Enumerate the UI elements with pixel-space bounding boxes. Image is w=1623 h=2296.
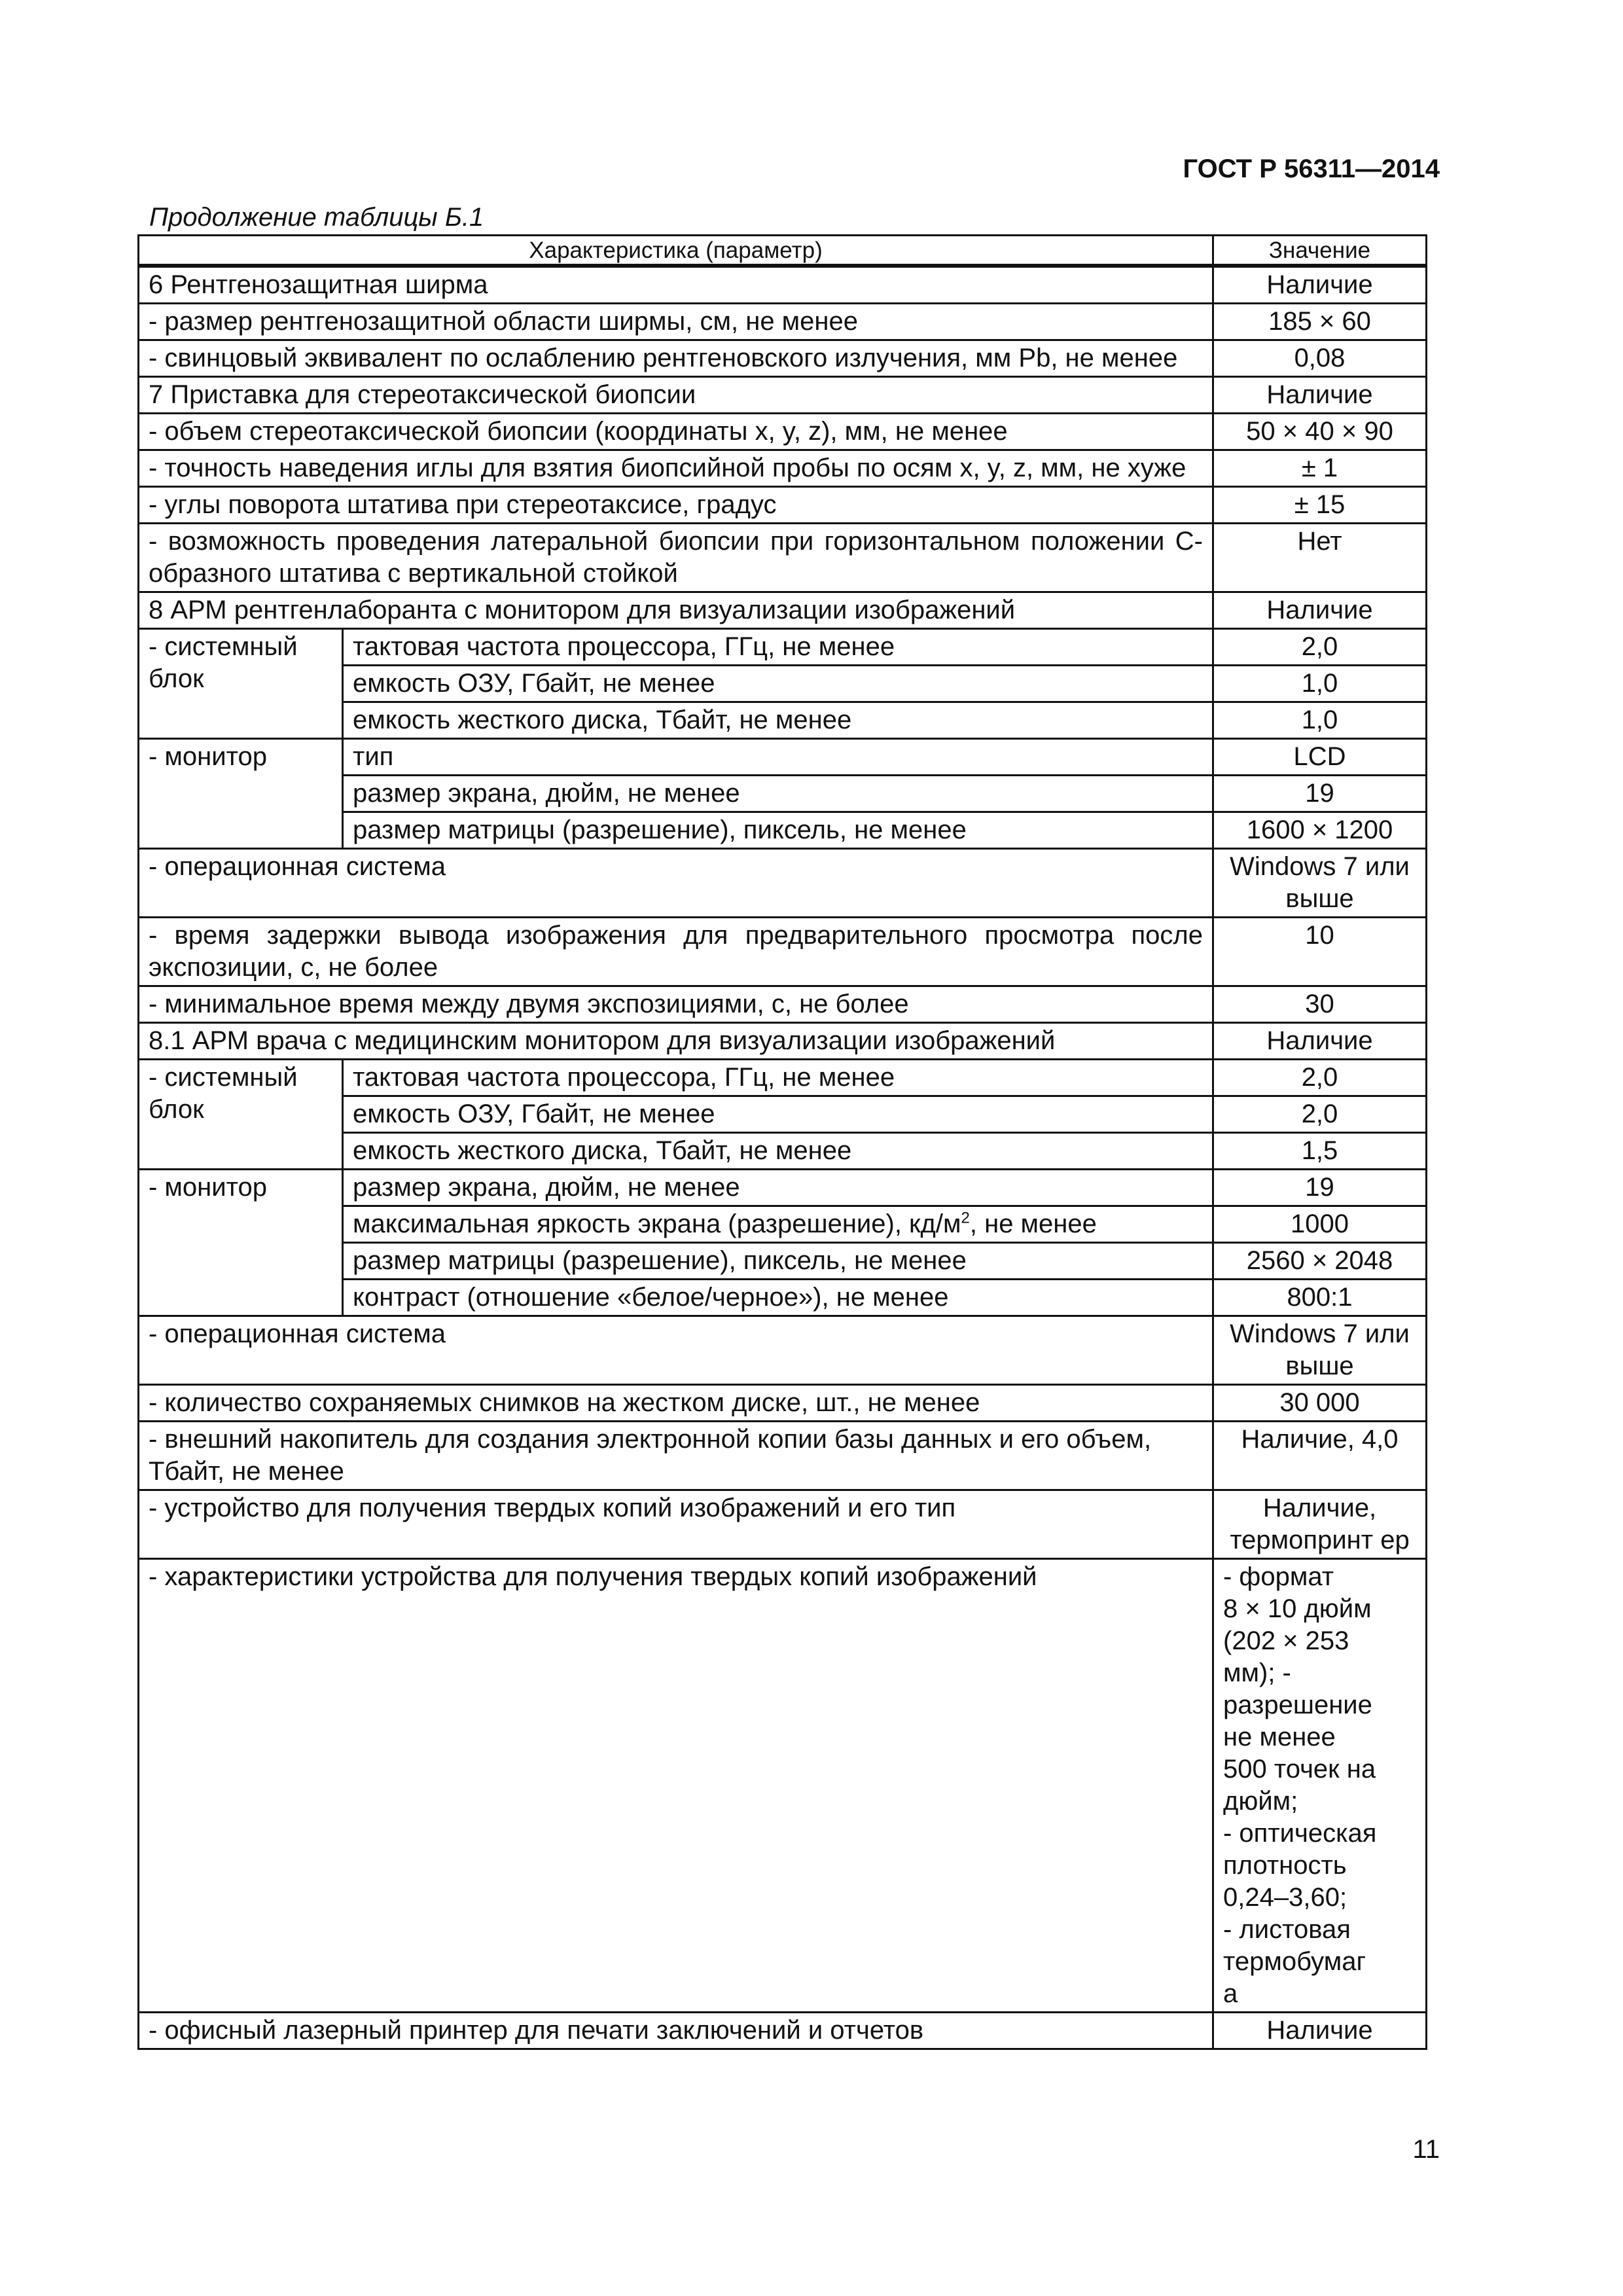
row-value xyxy=(1213,1559,1427,2013)
row-value: 2,0 xyxy=(1213,1060,1427,1096)
row-name: контраст (отношение «белое/черное»), не менее xyxy=(343,1280,1213,1316)
value-line: (202 × 253 xyxy=(1223,1626,1349,1655)
table-row xyxy=(139,1060,1427,1096)
table-row xyxy=(139,849,1427,918)
table-row xyxy=(139,304,1427,340)
value-line: термобумаг xyxy=(1223,1947,1366,1976)
row-name: - углы поворота штатива при стереотаксисе, градус xyxy=(139,487,1213,524)
header-characteristic: Характеристика (параметр) xyxy=(139,236,1213,266)
row-name-part: , не менее xyxy=(969,1210,1097,1238)
row-name: тактовая частота процессора, ГГц, не менее xyxy=(343,629,1213,666)
row-value: Windows 7 или выше xyxy=(1213,1316,1427,1385)
table-row xyxy=(139,414,1427,450)
superscript: 2 xyxy=(961,1209,970,1227)
row-value: 0,08 xyxy=(1213,340,1427,377)
table-row xyxy=(139,1490,1427,1559)
table-row xyxy=(139,487,1427,524)
row-name: - минимальное время между двумя экспозициями, с, не более xyxy=(139,986,1213,1023)
table-row xyxy=(139,524,1427,592)
row-value: 185 × 60 xyxy=(1213,304,1427,340)
standard-id: ГОСТ Р 56311—2014 xyxy=(1183,154,1440,183)
row-name: - операционная система xyxy=(139,1316,1213,1385)
table-row xyxy=(139,450,1427,487)
group-label-system-unit: - системный блок xyxy=(139,1060,343,1170)
table-row xyxy=(139,592,1427,629)
row-value: Наличие xyxy=(1213,377,1427,414)
row-name: размер экрана, дюйм, не менее xyxy=(343,776,1213,812)
row-name: тактовая частота процессора, ГГц, не менее xyxy=(343,1060,1213,1096)
row-value: 19 xyxy=(1213,776,1427,812)
value-line: 0,24–3,60; xyxy=(1223,1883,1347,1912)
row-value: 19 xyxy=(1213,1170,1427,1206)
row-name: - устройство для получения твердых копий изображений и его тип xyxy=(139,1490,1213,1559)
row-value: 800:1 xyxy=(1213,1280,1427,1316)
value-line: 500 точек на xyxy=(1223,1755,1376,1784)
value-line: мм); - xyxy=(1223,1659,1291,1687)
table-header-row xyxy=(139,236,1427,266)
row-name: 8.1 АРМ врача с медицинским монитором для визуализации изображений xyxy=(139,1023,1213,1060)
value-line: 8 × 10 дюйм xyxy=(1223,1594,1372,1623)
row-name: размер матрицы (разрешение), пиксель, не менее xyxy=(343,812,1213,849)
table-caption: Продолжение таблицы Б.1 xyxy=(149,203,484,232)
header-value: Значение xyxy=(1213,236,1427,266)
row-name: - свинцовый эквивалент по ослаблению рентгеновского излучения, мм Pb, не менее xyxy=(139,340,1213,377)
row-name: емкость ОЗУ, Гбайт, не менее xyxy=(343,1096,1213,1133)
row-name: размер экрана, дюйм, не менее xyxy=(343,1170,1213,1206)
row-value: 1,5 xyxy=(1213,1133,1427,1170)
table-row xyxy=(139,1170,1427,1206)
row-name: - внешний накопитель для создания электронной копии базы данных и его объем, Тбайт, не менее xyxy=(139,1422,1213,1490)
row-name: размер матрицы (разрешение), пиксель, не менее xyxy=(343,1243,1213,1280)
value-line: - формат xyxy=(1223,1562,1334,1591)
row-value: 50 × 40 × 90 xyxy=(1213,414,1427,450)
row-name: - офисный лазерный принтер для печати заключений и отчетов xyxy=(139,2013,1213,2049)
table-row xyxy=(139,266,1427,304)
table-row xyxy=(139,1385,1427,1422)
row-value: Наличие xyxy=(1213,1023,1427,1060)
row-value: 30 xyxy=(1213,986,1427,1023)
row-value: ± 1 xyxy=(1213,450,1427,487)
table-row xyxy=(139,340,1427,377)
table-row xyxy=(139,629,1427,666)
row-name: емкость жесткого диска, Тбайт, не менее xyxy=(343,1133,1213,1170)
row-name: 8 АРМ рентгенлаборанта с монитором для визуализации изображений xyxy=(139,592,1213,629)
row-value: 2560 × 2048 xyxy=(1213,1243,1427,1280)
row-name: емкость ОЗУ, Гбайт, не менее xyxy=(343,666,1213,702)
table-row xyxy=(139,1023,1427,1060)
value-line: плотность xyxy=(1223,1851,1347,1880)
row-value: Windows 7 или выше xyxy=(1213,849,1427,918)
value-line: дюйм; xyxy=(1223,1787,1298,1816)
table-row xyxy=(139,739,1427,776)
group-label-system-unit: - системный блок xyxy=(139,629,343,739)
row-name: - возможность проведения латеральной биопсии при горизонтальном положении С-образного штатива с вертикальной стойкой xyxy=(139,524,1213,592)
table-row xyxy=(139,1422,1427,1490)
table-row xyxy=(139,1559,1427,2013)
row-value: 30 000 xyxy=(1213,1385,1427,1422)
row-name xyxy=(343,1206,1213,1243)
row-name: - время задержки вывода изображения для предварительного просмотра после экспозиции, с, не более xyxy=(139,918,1213,986)
row-value: Наличие xyxy=(1213,266,1427,304)
row-value: 1,0 xyxy=(1213,666,1427,702)
row-name: емкость жесткого диска, Тбайт, не менее xyxy=(343,702,1213,739)
group-label-monitor: - монитор xyxy=(139,739,343,849)
row-name-part: максимальная яркость экрана (разрешение), кд/м xyxy=(353,1210,961,1238)
row-name: тип xyxy=(343,739,1213,776)
row-value: 10 xyxy=(1213,918,1427,986)
row-name: - характеристики устройства для получения твердых копий изображений xyxy=(139,1559,1213,2013)
table-row xyxy=(139,1316,1427,1385)
row-name: - количество сохраняемых снимков на жестком диске, шт., не менее xyxy=(139,1385,1213,1422)
value-line: а xyxy=(1223,1979,1238,2008)
row-name: 6 Рентгенозащитная ширма xyxy=(139,266,1213,304)
row-value: Наличие, 4,0 xyxy=(1213,1422,1427,1490)
row-name: - объем стереотаксической биопсии (координаты x, y, z), мм, не менее xyxy=(139,414,1213,450)
row-value: 2,0 xyxy=(1213,629,1427,666)
group-label-monitor: - монитор xyxy=(139,1170,343,1316)
row-name: - операционная система xyxy=(139,849,1213,918)
row-value: ± 15 xyxy=(1213,487,1427,524)
spec-table xyxy=(137,234,1427,2050)
table-row xyxy=(139,2013,1427,2049)
row-value: Наличие xyxy=(1213,592,1427,629)
row-name: - точность наведения иглы для взятия биопсийной пробы по осям x, y, z, мм, не хуже xyxy=(139,450,1213,487)
row-name: - размер рентгенозащитной области ширмы, см, не менее xyxy=(139,304,1213,340)
table-row xyxy=(139,918,1427,986)
value-line: - оптическая xyxy=(1223,1819,1377,1848)
row-value: LCD xyxy=(1213,739,1427,776)
row-value: Наличие, термопринт ер xyxy=(1213,1490,1427,1559)
row-value: 1,0 xyxy=(1213,702,1427,739)
value-line: разрешение xyxy=(1223,1691,1372,1719)
value-line: не менее xyxy=(1223,1723,1336,1751)
table-row xyxy=(139,986,1427,1023)
row-value: Нет xyxy=(1213,524,1427,592)
row-value: 1000 xyxy=(1213,1206,1427,1243)
row-value: 1600 × 1200 xyxy=(1213,812,1427,849)
row-value: 2,0 xyxy=(1213,1096,1427,1133)
page-number: 11 xyxy=(1412,2135,1440,2164)
table-row xyxy=(139,377,1427,414)
value-line: - листовая xyxy=(1223,1915,1351,1944)
row-name: 7 Приставка для стереотаксической биопсии xyxy=(139,377,1213,414)
row-value: Наличие xyxy=(1213,2013,1427,2049)
